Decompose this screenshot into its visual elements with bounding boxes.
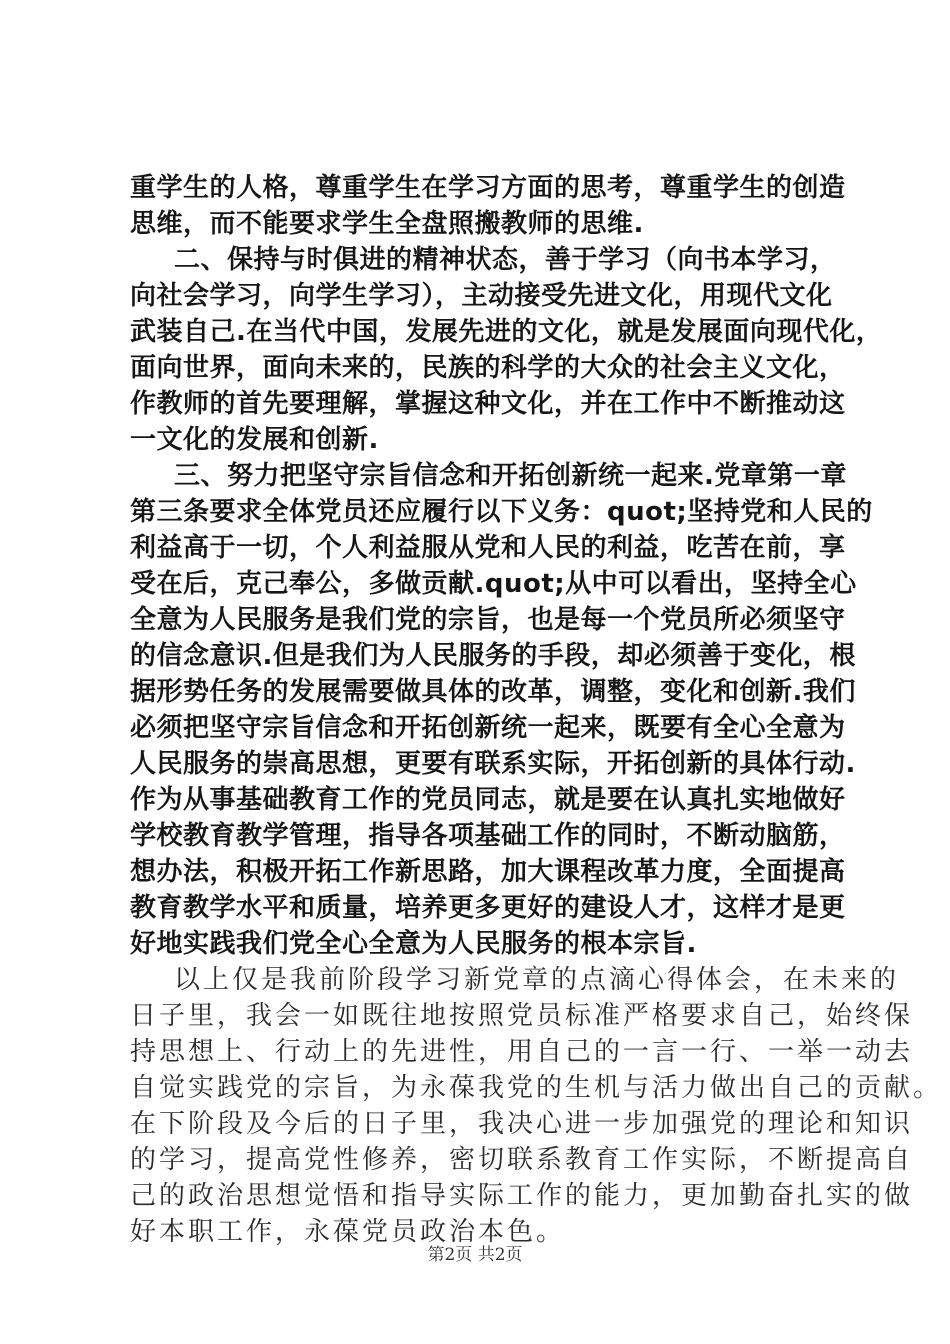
- text-line: 向社会学习，向学生学习），主动接受先进文化，用现代文化: [130, 281, 833, 311]
- text-line: 作教师的首先要理解，掌握这种文化，并在工作中不断推动这: [130, 389, 846, 419]
- text-line: 第三条要求全体党员还应履行以下义务：quot;坚持党和人民的: [130, 497, 873, 527]
- text-line: 好地实践我们党全心全意为人民服务的根本宗旨.: [130, 929, 697, 959]
- text-line: 三、努力把坚守宗旨信念和开拓创新统一起来.党章第一章: [174, 461, 847, 491]
- text-line: 受在后，克己奉公，多做贡献.quot;从中可以看出，坚持全心: [130, 569, 857, 599]
- text-line: 一文化的发展和创新.: [130, 425, 379, 455]
- text-line: 日子里，我会一如既往地按照党员标准严格要求自己，始终保: [130, 1001, 914, 1031]
- text-line: 二、保持与时俱进的精神状态，善于学习（向书本学习，: [174, 245, 837, 275]
- text-line: 在下阶段及今后的日子里，我决心进一步加强党的理论和知识: [130, 1109, 914, 1139]
- text-line: 人民服务的崇高思想，更要有联系实际，开拓创新的具体行动.: [130, 749, 856, 779]
- text-line: 教育教学水平和质量，培养更多更好的建设人才，这样才是更: [130, 893, 846, 923]
- page-footer: 第2页 共2页: [427, 1245, 523, 1265]
- text-line: 利益高于一切，个人利益服从党和人民的利益，吃苦在前，享: [130, 533, 846, 563]
- text-line: 据形势任务的发展需要做具体的改革，调整，变化和创新.我们: [130, 677, 856, 707]
- text-line: 学校教育教学管理，指导各项基础工作的同时，不断动脑筋，: [130, 821, 846, 851]
- text-line: 以上仅是我前阶段学习新党章的点滴心得体会，在未来的: [174, 965, 900, 995]
- text-line: 思维，而不能要求学生全盘照搬教师的思维.: [130, 209, 644, 239]
- text-line: 作为从事基础教育工作的党员同志，就是要在认真扎实地做好: [130, 785, 846, 815]
- document-body: [130, 170, 943, 1250]
- text-line: 己的政治思想觉悟和指导实际工作的能力，更加勤奋扎实的做: [130, 1181, 914, 1211]
- text-line: 想办法，积极开拓工作新思路，加大课程改革力度，全面提高: [130, 857, 846, 887]
- text-line: 面向世界，面向未来的，民族的科学的大众的社会主义文化，: [130, 353, 846, 383]
- text-line: 必须把坚守宗旨信念和开拓创新统一起来，既要有全心全意为: [130, 713, 846, 743]
- text-line: 好本职工作，永葆党员政治本色。: [130, 1217, 566, 1247]
- text-line: 武装自己.在当代中国，发展先进的文化，就是发展面向现代化，: [130, 317, 883, 347]
- text-line: 重学生的人格，尊重学生在学习方面的思考，尊重学生的创造: [130, 173, 846, 203]
- text-line: 持思想上、行动上的先进性，用自己的一言一行、一举一动去: [130, 1037, 914, 1067]
- text-line: 全意为人民服务是我们党的宗旨，也是每一个党员所必须坚守: [130, 605, 846, 635]
- text-line: 自觉实践党的宗旨，为永葆我党的生机与活力做出自己的贡献。: [130, 1073, 943, 1103]
- text-line: 的信念意识.但是我们为人民服务的手段，却必须善于变化，根: [130, 641, 856, 671]
- text-line: 的学习，提高党性修养，密切联系教育工作实际，不断提高自: [130, 1145, 914, 1175]
